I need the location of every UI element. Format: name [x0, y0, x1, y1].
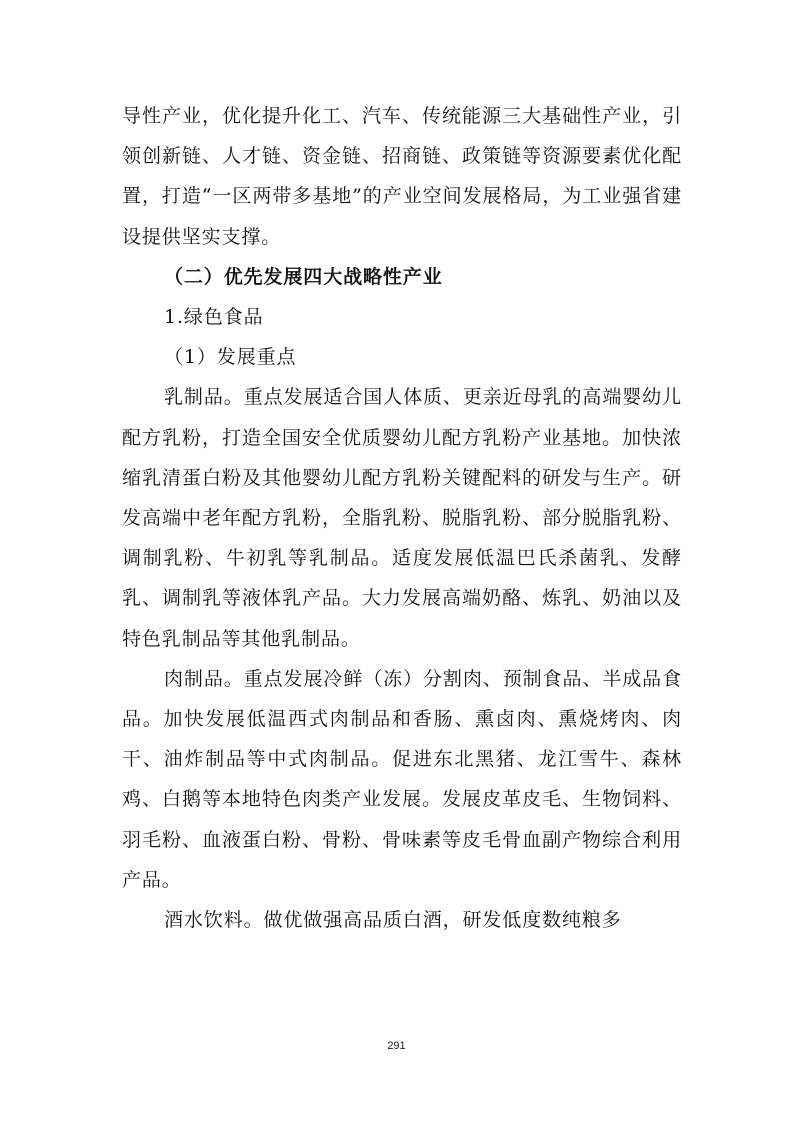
paragraph-beverages: 酒水饮料。做优做强高品质白酒，研发低度数纯粮多	[164, 909, 622, 932]
document-body	[122, 96, 682, 940]
paragraph-continuation: 导性产业，优化提升化工、汽车、传统能源三大基础性产业，引领创新链、人才链、资金链、招商链、政策链等资源要素优化配置，打造“一区两带多基地”的产业空间发展格局，为工业强省建设提供坚实支撑。	[122, 105, 682, 248]
page-number: 291	[387, 1040, 406, 1052]
subheading-green-food: 1.绿色食品	[164, 306, 264, 329]
section-heading: （二）优先发展四大战略性产业	[164, 265, 443, 288]
paragraph-meat: 肉制品。重点发展冷鲜（冻）分割肉、预制食品、半成品食品。加快发展低温西式肉制品和香肠、熏卤肉、熏烧烤肉、肉干、油炸制品等中式肉制品。促进东北黑猪、龙江雪牛、森林鸡、白鹅等本地特色肉类产业发展。发展皮革皮毛、生物饲料、羽毛粉、血液蛋白粉、骨粉、骨味素等皮毛骨血副产物综合利用产品。	[122, 667, 682, 891]
subheading-development-focus: （1）发展重点	[164, 346, 297, 369]
paragraph-dairy: 乳制品。重点发展适合国人体质、更亲近母乳的高端婴幼儿配方乳粉，打造全国安全优质婴幼儿配方乳粉产业基地。加快浓缩乳清蛋白粉及其他婴幼儿配方乳粉关键配料的研发与生产。研发高端中老年配方乳粉，全脂乳粉、脱脂乳粉、部分脱脂乳粉、调制乳粉、牛初乳等乳制品。适度发展低温巴氏杀菌乳、发酵乳、调制乳等液体乳产品。大力发展高端奶酪、炼乳、奶油以及特色乳制品等其他乳制品。	[122, 386, 682, 650]
